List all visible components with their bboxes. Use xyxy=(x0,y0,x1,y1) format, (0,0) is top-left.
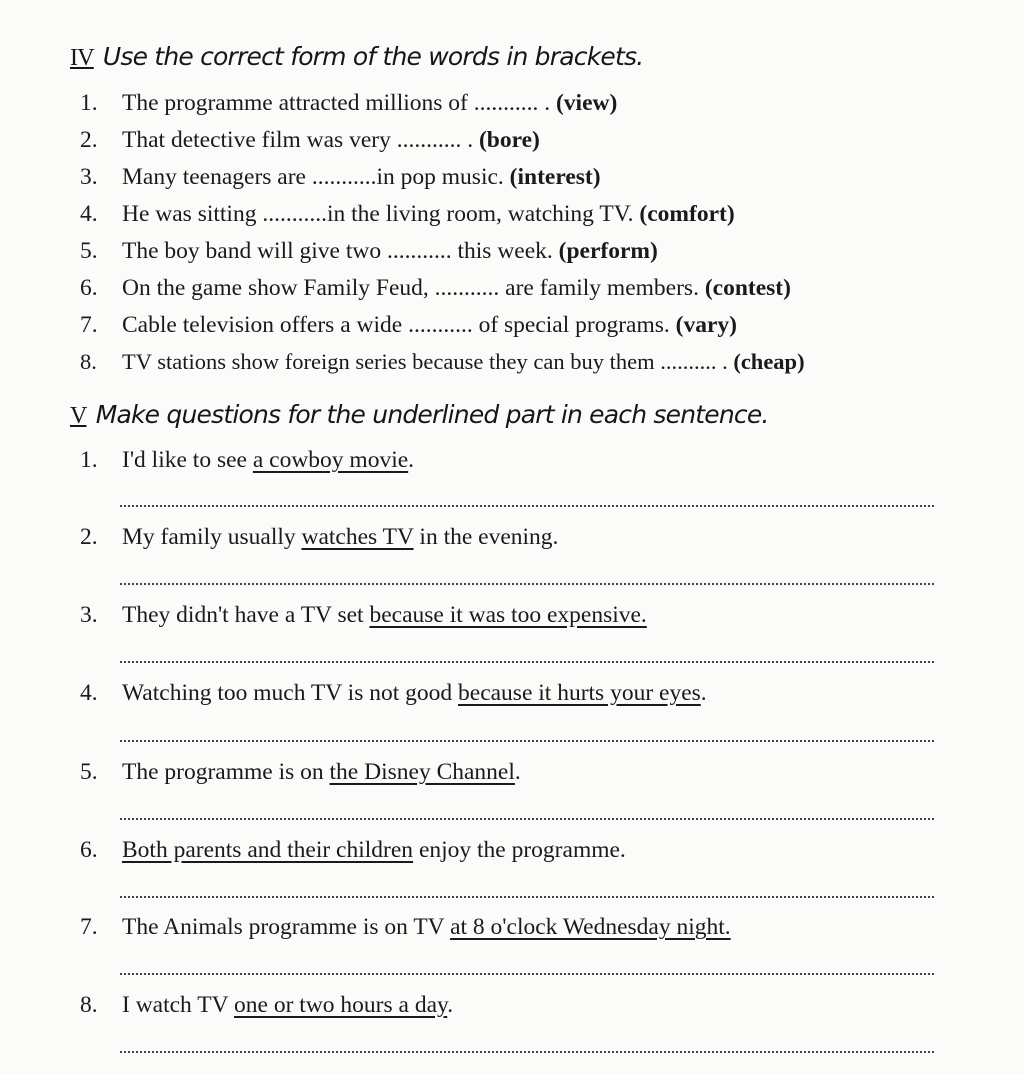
answer-line[interactable] xyxy=(120,896,934,898)
answer-blank[interactable]: ........... xyxy=(408,312,473,338)
exercise-4-item-5: 5. The boy band will give two ........... this week. (perform) xyxy=(80,238,658,264)
exercise-5-item-1: 1. I'd like to see a cowboy movie. xyxy=(80,447,415,473)
underlined-part: because it hurts your eyes xyxy=(458,680,701,706)
underlined-part: because it was too expensive. xyxy=(369,602,647,628)
answer-blank[interactable]: ........... xyxy=(473,90,539,116)
word-hint: (vary) xyxy=(675,312,737,338)
answer-blank[interactable]: ........... xyxy=(311,164,377,190)
exercise-5-item-8: 8. I watch TV one or two hours a day. xyxy=(80,992,454,1018)
underlined-part: watches TV xyxy=(301,524,414,550)
exercise-4-item-1: 1. The programme attracted millions of ........... . (view) xyxy=(80,90,618,116)
exercise-4-item-6: 6. On the game show Family Feud, ........... are family members. (contest) xyxy=(80,275,791,301)
section-4-numeral: IV xyxy=(70,45,94,71)
exercise-4-item-3: 3. Many teenagers are ...........in pop music. (interest) xyxy=(80,164,601,190)
section-5-heading xyxy=(70,400,769,430)
underlined-part: the Disney Channel xyxy=(329,759,515,785)
answer-line[interactable] xyxy=(120,1051,934,1053)
section-4-title: Use the correct form of the words in brackets. xyxy=(102,42,644,71)
underlined-part: a cowboy movie xyxy=(252,447,409,473)
underlined-part: Both parents and their children xyxy=(122,837,414,863)
answer-line[interactable] xyxy=(120,505,934,507)
answer-line[interactable] xyxy=(120,818,934,820)
word-hint: (contest) xyxy=(704,275,791,301)
exercise-4-item-2: 2. That detective film was very ........... . (bore) xyxy=(80,127,540,153)
exercise-5-item-3: 3. They didn't have a TV set because it was too expensive. xyxy=(80,602,647,628)
answer-blank[interactable]: .......... xyxy=(660,349,717,374)
underlined-part: at 8 o'clock Wednesday night. xyxy=(450,914,731,940)
exercise-4-item-8: 8. TV stations show foreign series because they can buy them .......... . (cheap) xyxy=(80,349,805,374)
word-hint: (view) xyxy=(555,90,618,116)
word-hint: (bore) xyxy=(478,127,540,153)
exercise-5-item-4: 4. Watching too much TV is not good because it hurts your eyes. xyxy=(80,680,707,706)
exercise-5-item-5: 5. The programme is on the Disney Channel. xyxy=(80,759,521,785)
answer-line[interactable] xyxy=(120,740,934,742)
answer-blank[interactable]: ........... xyxy=(262,201,327,227)
answer-blank[interactable]: ........... xyxy=(386,238,452,264)
exercise-4-item-7: 7. Cable television offers a wide ........... of special programs. (vary) xyxy=(80,312,737,338)
exercise-5-item-6: 6. Both parents and their children enjoy the programme. xyxy=(80,837,626,863)
section-5-title: Make questions for the underlined part in each sentence. xyxy=(95,400,769,429)
section-4-heading xyxy=(70,42,643,72)
answer-blank[interactable]: ........... xyxy=(396,127,462,153)
word-hint: (cheap) xyxy=(733,349,805,374)
answer-line[interactable] xyxy=(120,973,934,975)
word-hint: (perform) xyxy=(558,238,658,264)
answer-line[interactable] xyxy=(120,583,934,585)
exercise-5-item-2: 2. My family usually watches TV in the evening. xyxy=(80,524,559,550)
word-hint: (interest) xyxy=(509,164,601,190)
section-5-numeral: V xyxy=(70,403,87,429)
answer-line[interactable] xyxy=(120,661,934,663)
exercise-4-item-4: 4. He was sitting ...........in the living room, watching TV. (comfort) xyxy=(80,201,735,227)
underlined-part: one or two hours a day xyxy=(234,992,448,1018)
exercise-5-item-7: 7. The Animals programme is on TV at 8 o'clock Wednesday night. xyxy=(80,914,731,940)
word-hint: (comfort) xyxy=(639,201,735,227)
answer-blank[interactable]: ........... xyxy=(434,275,500,301)
